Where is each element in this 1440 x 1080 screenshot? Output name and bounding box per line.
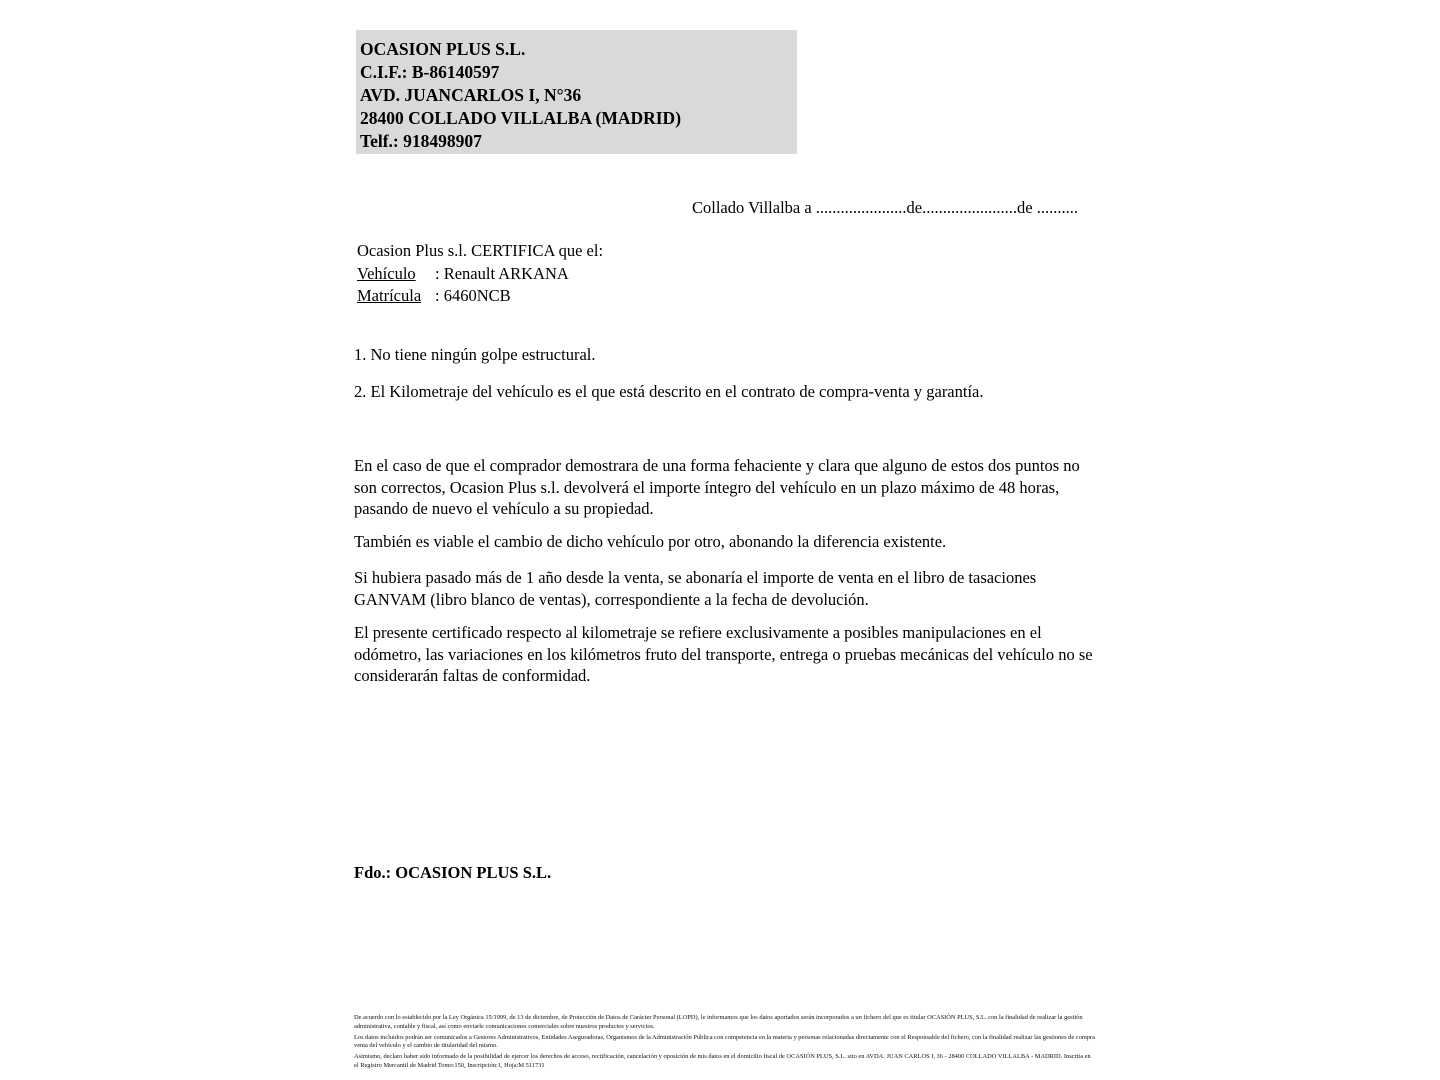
signature-line: Fdo.: OCASION PLUS S.L. [354, 863, 552, 882]
field-matricula-label: Matrícula [357, 286, 422, 305]
legal-footer-paragraph-3: Asimismo, declaro haber sido informado de la posibilidad de ejercer los derechos de acceso, rectificación, cancelación y oposición de mis datos en el domicilio fiscal de OCASIÓN PLUS, S.L. sito en AVDA. JUAN CARLOS I, 36 - 28400 COLLADO VILLALBA - MADRID. Inscrita en el Registro Mercantil de Madrid Tomo:150, Inscripción:1, Hoja:M 511731 [354, 1053, 1091, 1069]
company-cif: C.I.F.: B-86140597 [360, 62, 500, 82]
field-vehiculo-value: : Renault ARKANA [435, 264, 569, 283]
company-name: OCASION PLUS S.L. [360, 39, 526, 59]
place-date-line: Collado Villalba a ......................de.......................de .......... [692, 198, 1078, 217]
field-matricula-value: : 6460NCB [435, 286, 511, 305]
certifies-intro: Ocasion Plus s.l. CERTIFICA que el: [357, 241, 604, 260]
company-address: AVD. JUANCARLOS I, N°36 [360, 85, 582, 105]
point-item-1: 1. No tiene ningún golpe estructural. [354, 345, 596, 364]
field-matricula [357, 286, 511, 306]
company-city: 28400 COLLADO VILLALBA (MADRID) [360, 108, 682, 128]
paragraph-4: El presente certificado respecto al kilometraje se refiere exclusivamente a posibles manipulaciones en el odómetro, las variaciones en los kilómetros fruto del transporte, entrega o pruebas mecánicas del vehículo no se considerarán faltas de conformidad. [354, 623, 1093, 685]
legal-footer-paragraph-2: Los datos incluidos podrán ser comunicados a Gestores Administrativos, Entidades Aseguradoras, Organismos de la Administración Pública con competencia en la materia y personas relacionadas directamente con el Responsable del fichero, con la finalidad realizar las gestiones de compra venta del vehículo y el cambio de titularidad del mismo. [354, 1033, 1095, 1050]
legal-footer-paragraph-1: De acuerdo con lo establecido por la Ley Orgánica 15/1999, de 13 de diciembre, de Protección de Datos de Carácter Personal (LOPD), le informamos que los datos aportados serán incorporados a un fichero del que es titular OCASIÓN PLUS, S.L. con la finalidad de realizar la gestión administrativa, contable y fiscal, así como enviarle comunicaciones comerciales sobre nuestros productos y servicios. [354, 1014, 1083, 1030]
paragraph-2: También es viable el cambio de dicho vehículo por otro, abonando la diferencia existente. [354, 532, 947, 551]
field-vehiculo [357, 264, 569, 284]
field-vehiculo-label: Vehículo [357, 264, 416, 283]
paragraph-1: En el caso de que el comprador demostrara de una forma fehaciente y clara que alguno de estos dos puntos no son correctos, Ocasion Plus s.l. devolverá el importe íntegro del vehículo en un plazo máximo de 48 horas, pasando de nuevo el vehículo a su propiedad. [354, 456, 1080, 518]
company-header-block [356, 30, 797, 154]
point-item-2: 2. El Kilometraje del vehículo es el que está descrito en el contrato de compra-venta y garantía. [354, 382, 984, 401]
company-phone: Telf.: 918498907 [360, 131, 482, 151]
paragraph-3: Si hubiera pasado más de 1 año desde la venta, se abonaría el importe de venta en el libro de tasaciones GANVAM (libro blanco de ventas), correspondiente a la fecha de devolución. [354, 568, 1037, 609]
legal-footer [354, 1014, 1096, 1073]
